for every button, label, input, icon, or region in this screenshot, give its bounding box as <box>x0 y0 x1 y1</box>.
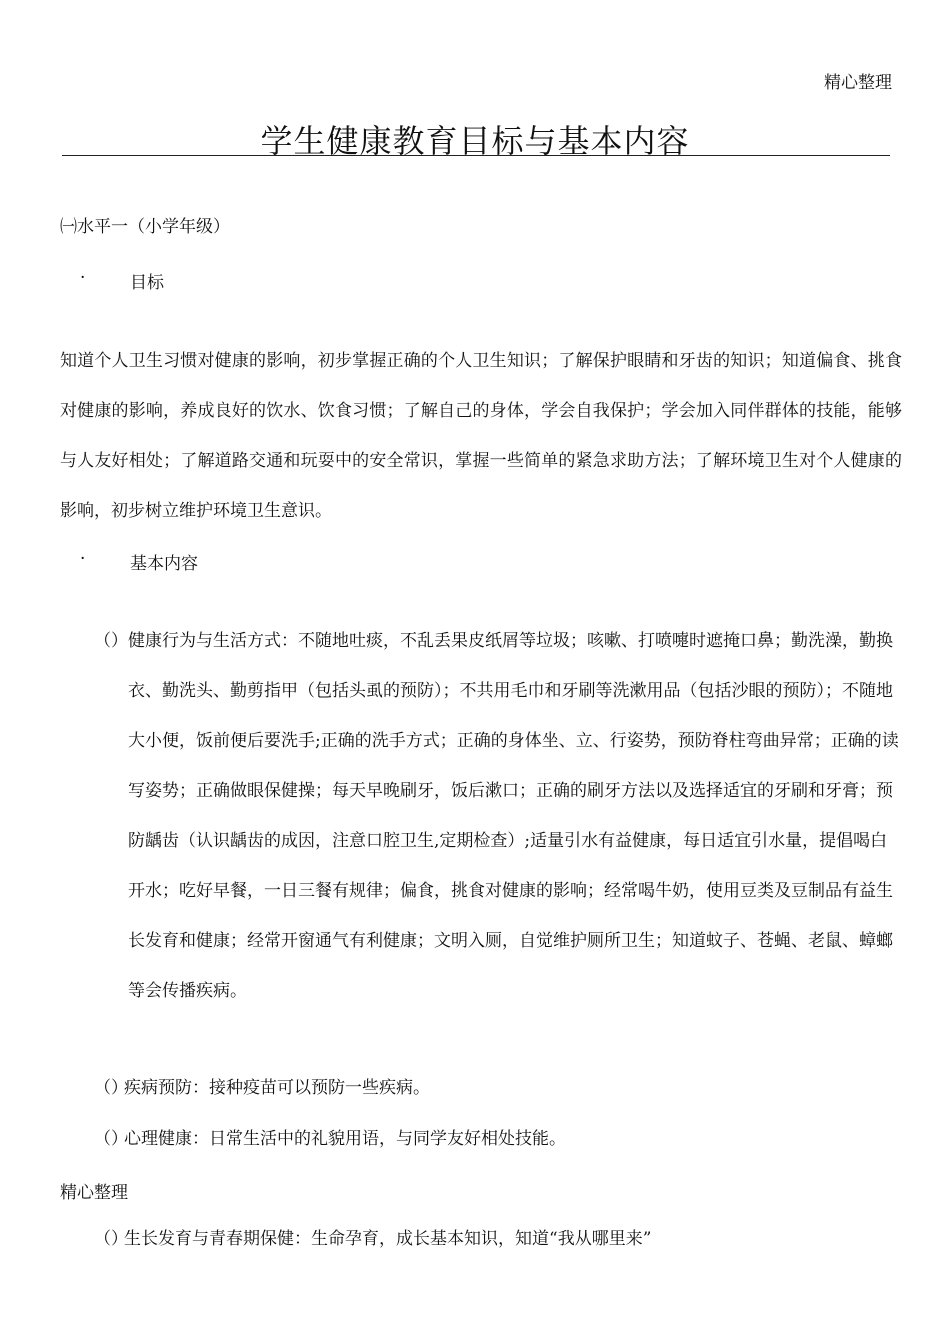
content-item-behavior <box>94 616 904 1016</box>
page-title: 学生健康教育目标与基本内容 <box>260 122 690 160</box>
header-note: 精心整理 <box>824 73 892 93</box>
item-mark: （） <box>94 1078 128 1098</box>
item-text: 生长发育与青春期保健：生命孕育，成长基本知识，知道“我从哪里来” <box>124 1229 652 1249</box>
item-text: 心理健康：日常生活中的礼貌用语，与同学友好相处技能。 <box>124 1129 566 1149</box>
bullet-dot: · <box>80 549 86 569</box>
goal-paragraph: 知道个人卫生习惯对健康的影响，初步掌握正确的个人卫生知识；了解保护眼睛和牙齿的知识；知道偏食、挑食对健康的影响，养成良好的饮水、饮食习惯；了解自己的身体，学会自我保护；学会加入同伴群体的技能，能够与人友好相处；了解道路交通和玩耍中的安全常识，掌握一些简单的紧急求助方法；了解环境卫生对个人健康的影响，初步树立维护环境卫生意识。 <box>60 351 902 521</box>
item-mark: （） <box>94 1229 128 1249</box>
level-heading: ㈠水平一（小学年级） <box>60 217 230 237</box>
title-underline <box>62 155 890 156</box>
item-text: 疾病预防：接种疫苗可以预防一些疾病。 <box>124 1078 430 1098</box>
item-mark: （） <box>94 1129 128 1149</box>
section-content <box>80 549 198 574</box>
bullet-dot: · <box>80 268 86 288</box>
item-mark: （） <box>94 631 128 651</box>
content-item-mental <box>94 1124 566 1149</box>
footer-note: 精心整理 <box>60 1183 128 1203</box>
section-goal <box>80 268 164 293</box>
section-content-label: 基本内容 <box>130 554 198 574</box>
content-item-disease <box>94 1073 430 1098</box>
section-goal-label: 目标 <box>130 273 164 293</box>
item-text: 健康行为与生活方式：不随地吐痰，不乱丢果皮纸屑等垃圾；咳嗽、打喷嚏时遮掩口鼻；勤洗澡，勤换衣、勤洗头、勤剪指甲（包括头虱的预防）；不共用毛巾和牙刷等洗漱用品（包括沙眼的预防）；不随地大小便，饭前便后要洗手;正确的洗手方式；正确的身体坐、立、行姿势，预防脊柱弯曲异常；正确的读写姿势；正确做眼保健操；每天早晚刷牙，饭后漱口；正确的刷牙方法以及选择适宜的牙刷和牙膏；预防龋齿（认识龋齿的成因，注意口腔卫生,定期检查）;适量引水有益健康，每日适宜引水量，提倡喝白开水；吃好早餐，一日三餐有规律；偏食，挑食对健康的影响；经常喝牛奶，使用豆类及豆制品有益生长发育和健康；经常开窗通气有利健康；文明入厕，自觉维护厕所卫生；知道蚊子、苍蝇、老鼠、蟑螂等会传播疾病。 <box>128 631 899 1001</box>
content-item-growth <box>94 1224 651 1249</box>
